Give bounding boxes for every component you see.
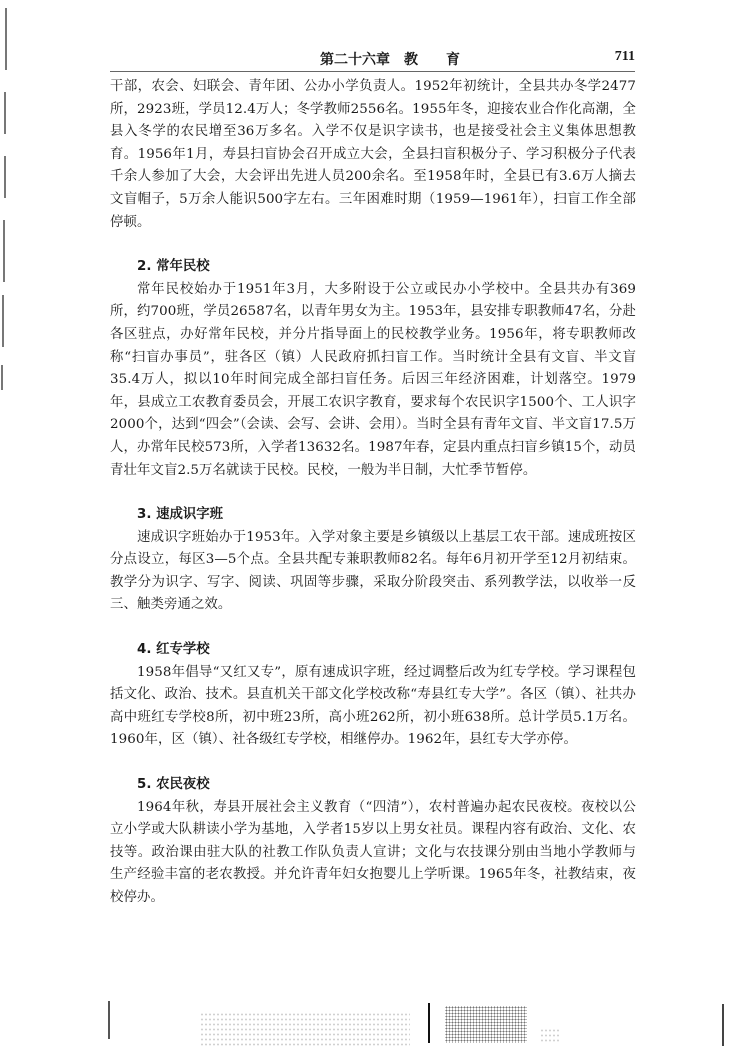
section-nongmin-yexiao <box>110 774 636 910</box>
scan-edge-mark <box>2 295 4 347</box>
section-heading: 4. 红专学校 <box>137 642 210 658</box>
scan-noise <box>445 1006 527 1043</box>
scan-noise <box>200 1012 410 1046</box>
section-body: 1964年秋，寿县开展社会主义教育（“四清”），农村普遍办起农民夜校。夜校以公立小学或大队耕读小学为基地，入学者15岁以上男女社员。课程内容有政治、文化、农技等。政治课由驻大队的社教工作队负责人宣讲；文化与农技课分别由当地小学教师与生产经验丰富的老农教授。并允许青年妇女抱婴儿上学听课。1965年冬，社教结束，夜校停办。 <box>110 799 636 905</box>
scan-noise <box>540 1028 560 1042</box>
section-body: 1958年倡导“又红又专”，原有速成识字班，经过调整后改为红专学校。学习课程包括文化、政治、技术。县直机关干部文化学校改称“寿县红专大学”。各区（镇）、社共办高中班红专学校8所，初中班23所，高小班262所，初小班638所。总计学员5.1万名。1960年，区（镇）、社各级红专学校，相继停办。1962年，县红专大学亦停。 <box>110 664 636 748</box>
scan-bottom-mark <box>722 1004 724 1046</box>
section-heading: 2. 常年民校 <box>137 259 210 275</box>
scan-edge-mark <box>1 365 3 390</box>
section-hongzhuan-xuexiao <box>110 639 636 752</box>
header-rule <box>110 71 635 72</box>
scan-edge-mark <box>5 8 7 70</box>
intro-paragraph: 干部，农会、妇联会、青年团、公办小学负责人。1952年初统计，全县共办冬学2477所，2923班，学员12.4万人；冬学教师2556名。1955年冬，迎接农业合作化高潮，全县入冬学的农民增至36万多名。入学不仅是识字读书，也是接受社会主义集体思想教育。1956年1月，寿县扫盲协会召开成立大会，全县扫盲积极分子、学习积极分子代表千余人参加了大会，大会评出先进人员200余名。至1958年时，全县已有3.6万人摘去文盲帽子，5万余人能识500字左右。三年困难时期（1959—1961年），扫盲工作全部停顿。 <box>110 79 636 230</box>
section-heading: 5. 农民夜校 <box>137 777 210 793</box>
page-number: 711 <box>614 49 635 64</box>
section-body: 速成识字班始办于1953年。入学对象主要是乡镇级以上基层工农干部。速成班按区分点设立，每区3—5个点。全县共配专兼职教师82名。每年6月初开学至12月初结束。教学分为识字、写字、阅读、巩固等步骤，采取分阶段突击、系列教学法，以收举一反三、触类旁通之效。 <box>110 529 636 613</box>
section-changnian-minxiao <box>110 256 636 482</box>
scan-edge-mark <box>4 156 6 198</box>
scan-edge-mark <box>3 220 5 282</box>
chapter-title: 第二十六章 教 育 <box>320 52 460 68</box>
scan-bottom-mark <box>108 1001 110 1039</box>
page-body <box>110 76 636 910</box>
section-heading: 3. 速成识字班 <box>137 507 224 523</box>
scan-edge-mark <box>4 92 6 134</box>
section-body: 常年民校始办于1951年3月，大多附设于公立或民办小学校中。全县共办有369所，约700班，学员26587名，以青年男女为主。1953年，县安排专职教师47名，分赴各区驻点，办好常年民校，并分片指导面上的民校教学业务。1956年，将专职教师改称“扫盲办事员”，驻各区（镇）人民政府抓扫盲工作。当时统计全县有文盲、半文盲35.4万人，拟以10年时间完成全部扫盲任务。后因三年经济困难，计划落空。1979年，县成立工农教育委员会，开展工农识字教育，要求每个农民识字1500个、工人识字2000个，达到“四会”（会读、会写、会讲、会用）。当时全县有青年文盲、半文盲17.5万人，办常年民校573所，入学者13632名。1987年春，定县内重点扫盲乡镇15个，动员青壮年文盲2.5万名就读于民校。民校，一般为半日制，大忙季节暂停。 <box>110 281 636 478</box>
scan-bottom-mark <box>428 1003 430 1043</box>
section-sucheng-shizi-ban <box>110 504 636 617</box>
